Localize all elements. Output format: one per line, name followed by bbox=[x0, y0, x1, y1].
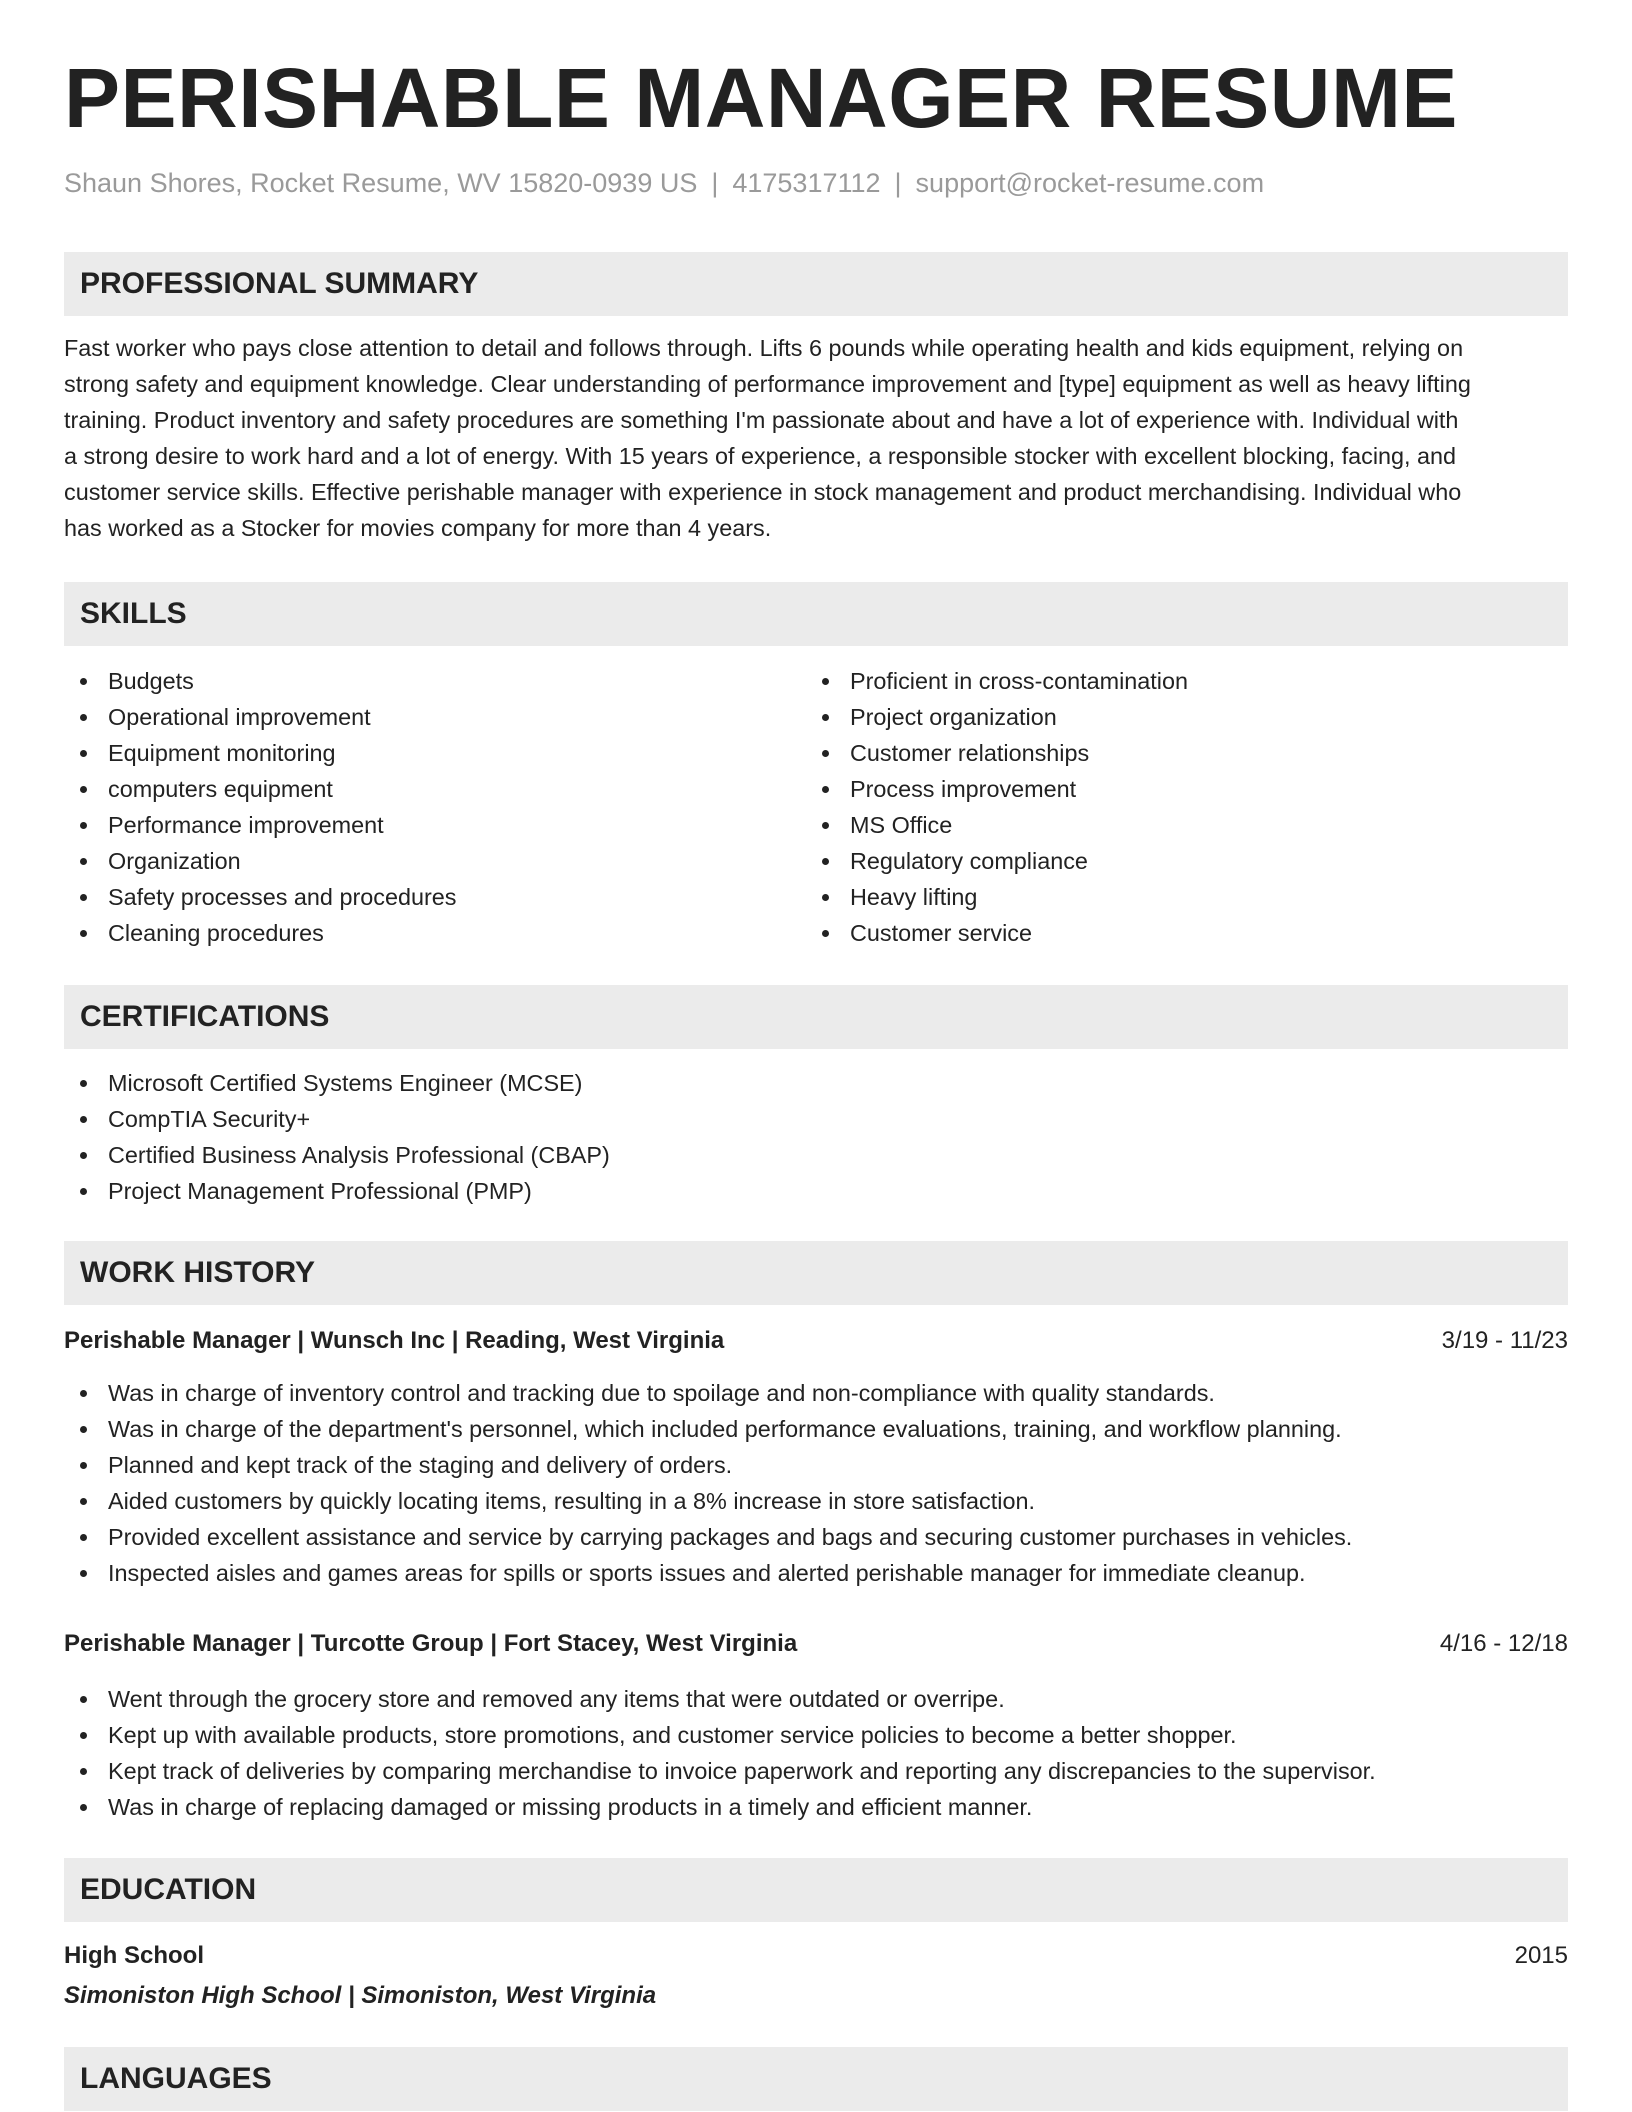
skill-item: Project organization bbox=[806, 699, 1188, 735]
skill-item: Heavy lifting bbox=[806, 879, 1188, 915]
job-bullets bbox=[64, 1681, 1376, 1825]
job-bullet: Kept track of deliveries by comparing merchandise to invoice paperwork and reporting any discrepancies to the supervisor. bbox=[64, 1753, 1376, 1789]
section-header-work-history: WORK HISTORY bbox=[64, 1241, 1568, 1305]
skill-item: Proficient in cross-contamination bbox=[806, 663, 1188, 699]
summary-line: Fast worker who pays close attention to detail and follows through. Lifts 6 pounds while operating health and kids equipment, relying on bbox=[64, 335, 1464, 361]
resume-title: PERISHABLE MANAGER RESUME bbox=[64, 51, 1458, 145]
contact-email: support@rocket-resume.com bbox=[915, 168, 1265, 198]
contact-phone: 4175317112 bbox=[732, 168, 881, 198]
summary-line: strong safety and equipment knowledge. Clear understanding of performance improvement and [type] equipment as well as heavy lifting bbox=[64, 371, 1471, 397]
skill-item: Budgets bbox=[64, 663, 456, 699]
skills-list-left bbox=[64, 663, 456, 951]
job-bullet: Aided customers by quickly locating items, resulting in a 8% increase in store satisfaction. bbox=[64, 1483, 1352, 1519]
contact-separator: | bbox=[711, 168, 719, 198]
certification-item: Microsoft Certified Systems Engineer (MCSE) bbox=[64, 1065, 610, 1101]
skill-item: Process improvement bbox=[806, 771, 1188, 807]
summary-paragraph bbox=[64, 330, 1568, 546]
skill-item: Customer relationships bbox=[806, 735, 1188, 771]
job-heading bbox=[64, 1626, 1568, 1662]
skills-list-right bbox=[806, 663, 1188, 951]
job-bullet: Inspected aisles and games areas for spills or sports issues and alerted perishable manager for immediate cleanup. bbox=[64, 1555, 1352, 1591]
section-header-languages: LANGUAGES bbox=[64, 2047, 1568, 2111]
certification-item: CompTIA Security+ bbox=[64, 1101, 610, 1137]
skill-item: Organization bbox=[64, 843, 456, 879]
section-header-skills: SKILLS bbox=[64, 582, 1568, 646]
job-bullet: Was in charge of the department's personnel, which included performance evaluations, training, and workflow planning. bbox=[64, 1411, 1352, 1447]
job-bullets bbox=[64, 1375, 1352, 1591]
section-header-education: EDUCATION bbox=[64, 1858, 1568, 1922]
skill-item: Safety processes and procedures bbox=[64, 879, 456, 915]
summary-line: customer service skills. Effective perishable manager with experience in stock management and product merchandising. Individual who bbox=[64, 479, 1462, 505]
skill-item: Regulatory compliance bbox=[806, 843, 1188, 879]
certification-item: Certified Business Analysis Professional (CBAP) bbox=[64, 1137, 610, 1173]
skill-item: Equipment monitoring bbox=[64, 735, 456, 771]
skill-item: Cleaning procedures bbox=[64, 915, 456, 951]
certification-item: Project Management Professional (PMP) bbox=[64, 1173, 610, 1209]
skill-item: Operational improvement bbox=[64, 699, 456, 735]
education-year: 2015 bbox=[1514, 1942, 1568, 1969]
summary-line: training. Product inventory and safety procedures are something I'm passionate about and have a lot of experience with. Individual with bbox=[64, 407, 1459, 433]
job-heading bbox=[64, 1323, 1568, 1359]
contact-separator: | bbox=[894, 168, 902, 198]
job-bullet: Went through the grocery store and removed any items that were outdated or overripe. bbox=[64, 1681, 1376, 1717]
skill-item: Customer service bbox=[806, 915, 1188, 951]
section-header-certifications: CERTIFICATIONS bbox=[64, 985, 1568, 1049]
job-bullet: Kept up with available products, store promotions, and customer service policies to become a better shopper. bbox=[64, 1717, 1376, 1753]
summary-line: a strong desire to work hard and a lot of energy. With 15 years of experience, a responsible stocker with excellent blocking, facing, and bbox=[64, 443, 1457, 469]
job-title: Perishable Manager | Wunsch Inc | Reading, West Virginia bbox=[64, 1327, 725, 1354]
certifications-list bbox=[64, 1065, 610, 1209]
skill-item: Performance improvement bbox=[64, 807, 456, 843]
contact-address: Shaun Shores, Rocket Resume, WV 15820-0939 US bbox=[64, 168, 698, 198]
skill-item: MS Office bbox=[806, 807, 1188, 843]
job-bullet: Was in charge of replacing damaged or missing products in a timely and efficient manner. bbox=[64, 1789, 1376, 1825]
job-bullet: Planned and kept track of the staging and delivery of orders. bbox=[64, 1447, 1352, 1483]
contact-line bbox=[64, 168, 1264, 199]
job-title: Perishable Manager | Turcotte Group | Fort Stacey, West Virginia bbox=[64, 1630, 798, 1657]
skill-item: computers equipment bbox=[64, 771, 456, 807]
summary-line: has worked as a Stocker for movies company for more than 4 years. bbox=[64, 515, 772, 541]
job-bullet: Was in charge of inventory control and tracking due to spoilage and non-compliance with quality standards. bbox=[64, 1375, 1352, 1411]
job-dates: 3/19 - 11/23 bbox=[1441, 1327, 1568, 1354]
job-bullet: Provided excellent assistance and service by carrying packages and bags and securing customer purchases in vehicles. bbox=[64, 1519, 1352, 1555]
education-heading bbox=[64, 1938, 1568, 1974]
education-degree: High School bbox=[64, 1942, 204, 1969]
section-header-summary: PROFESSIONAL SUMMARY bbox=[64, 252, 1568, 316]
job-dates: 4/16 - 12/18 bbox=[1439, 1630, 1568, 1657]
education-school: Simoniston High School | Simoniston, West Virginia bbox=[64, 1982, 657, 2009]
